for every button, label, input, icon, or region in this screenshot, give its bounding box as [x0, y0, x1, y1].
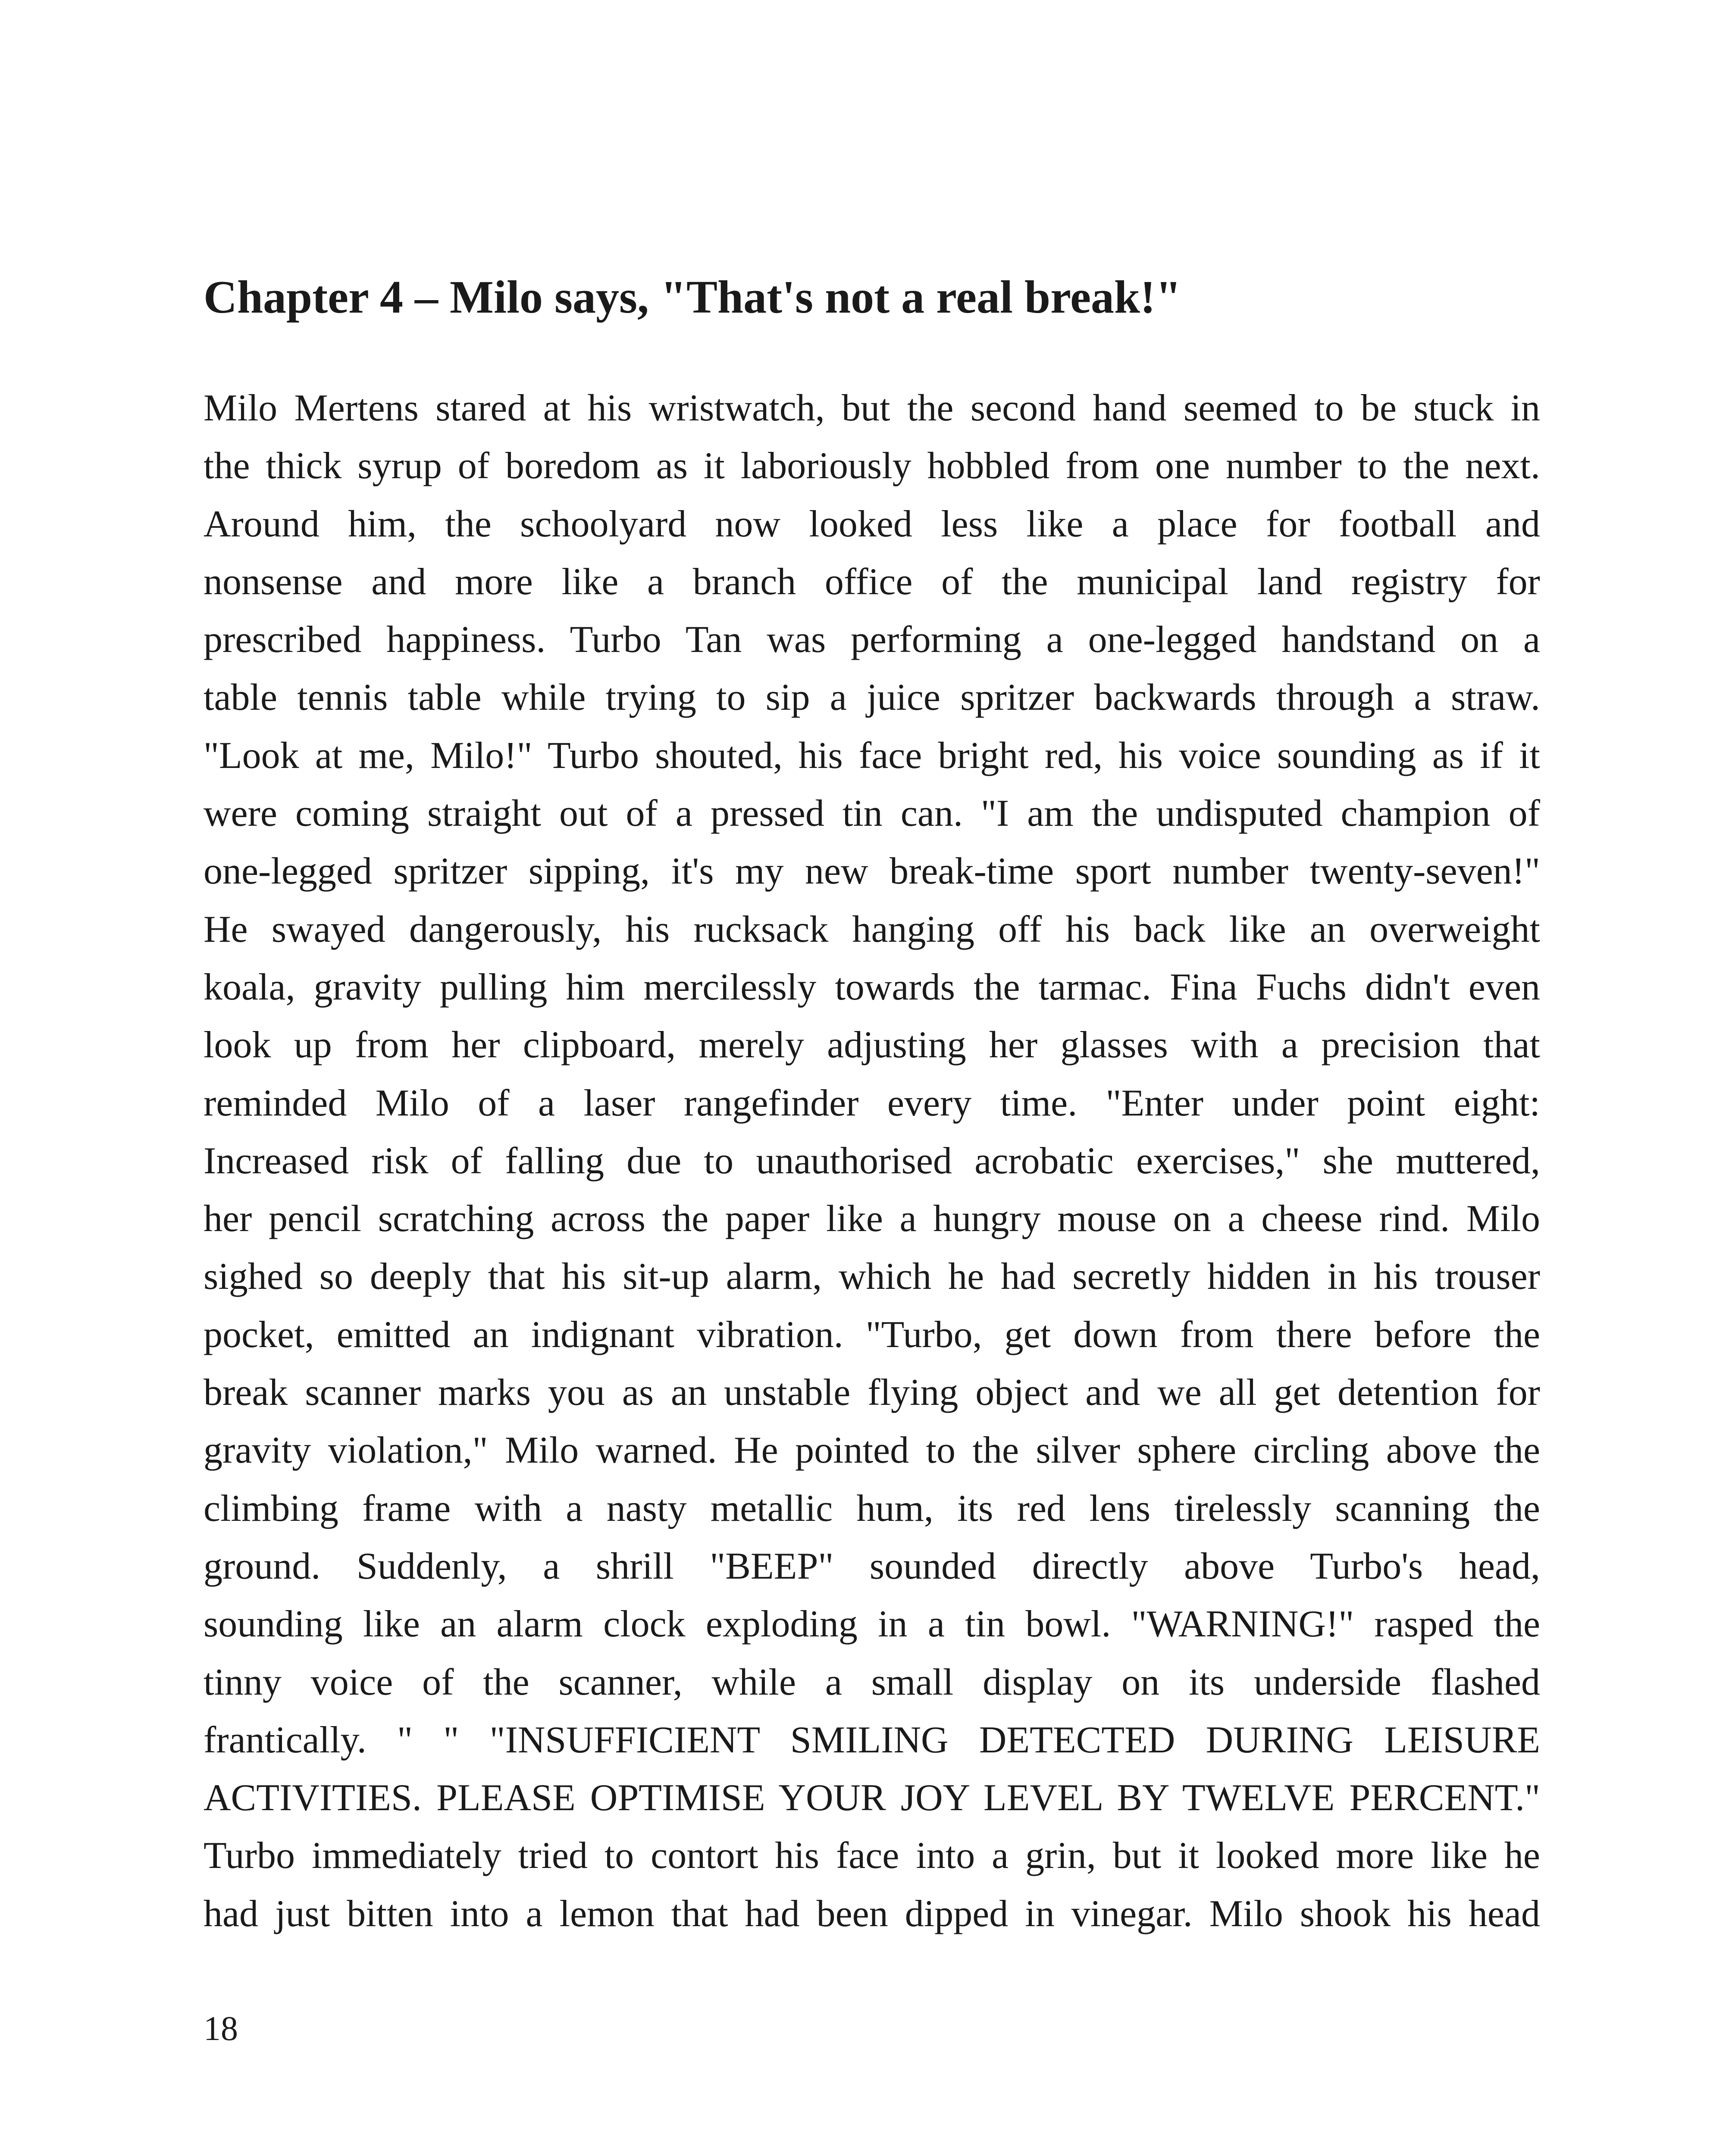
text-line: had just bitten into a lemon that had been dipped in vinegar. Milo shook his head [204, 1893, 1540, 1935]
body-text [204, 379, 1540, 1943]
text-line: were coming straight out of a pressed tin can. "I am the undisputed champion of [204, 793, 1540, 835]
text-line: He swayed dangerously, his rucksack hanging off his back like an overweight [204, 908, 1540, 950]
text-line: ground. Suddenly, a shrill "BEEP" sounded directly above Turbo's head, [204, 1545, 1540, 1587]
text-line: reminded Milo of a laser rangefinder every time. "Enter under point eight: [204, 1082, 1540, 1124]
text-line: pocket, emitted an indignant vibration. "Turbo, get down from there before the [204, 1313, 1540, 1356]
text-line: Turbo immediately tried to contort his face into a grin, but it looked more like he [204, 1835, 1540, 1877]
text-line: the thick syrup of boredom as it laboriously hobbled from one number to the next. [204, 445, 1540, 487]
text-line: Increased risk of falling due to unauthorised acrobatic exercises," she muttered, [204, 1140, 1540, 1182]
text-line: "Look at me, Milo!" Turbo shouted, his face bright red, his voice sounding as if it [204, 734, 1540, 777]
text-line: ACTIVITIES. PLEASE OPTIMISE YOUR JOY LEVEL BY TWELVE PERCENT." [204, 1777, 1540, 1819]
text-line: frantically. " " "INSUFFICIENT SMILING DETECTED DURING LEISURE [204, 1719, 1540, 1761]
chapter-title: Chapter 4 – Milo says, "That's not a real break!" [204, 272, 1181, 323]
text-line: climbing frame with a nasty metallic hum, its red lens tirelessly scanning the [204, 1487, 1540, 1529]
text-line: sighed so deeply that his sit-up alarm, which he had secretly hidden in his trouser [204, 1256, 1540, 1298]
text-line: prescribed happiness. Turbo Tan was performing a one-legged handstand on a [204, 619, 1540, 661]
text-line: look up from her clipboard, merely adjusting her glasses with a precision that [204, 1024, 1540, 1066]
text-line: her pencil scratching across the paper like a hungry mouse on a cheese rind. Milo [204, 1198, 1540, 1240]
text-line: koala, gravity pulling him mercilessly towards the tarmac. Fina Fuchs didn't even [204, 966, 1540, 1008]
text-line: tinny voice of the scanner, while a small display on its underside flashed [204, 1661, 1540, 1703]
text-line: Around him, the schoolyard now looked less like a place for football and [204, 503, 1540, 545]
page-number: 18 [204, 2010, 238, 2048]
text-line: Milo Mertens stared at his wristwatch, but the second hand seemed to be stuck in [204, 387, 1540, 429]
text-line: one-legged spritzer sipping, it's my new break-time sport number twenty-seven!" [204, 850, 1540, 893]
text-line: table tennis table while trying to sip a juice spritzer backwards through a straw. [204, 677, 1540, 719]
text-line: nonsense and more like a branch office of the municipal land registry for [204, 561, 1540, 603]
text-line: sounding like an alarm clock exploding in a tin bowl. "WARNING!" rasped the [204, 1603, 1540, 1645]
text-line: break scanner marks you as an unstable flying object and we all get detention for [204, 1372, 1540, 1414]
text-line: gravity violation," Milo warned. He pointed to the silver sphere circling above the [204, 1429, 1540, 1472]
